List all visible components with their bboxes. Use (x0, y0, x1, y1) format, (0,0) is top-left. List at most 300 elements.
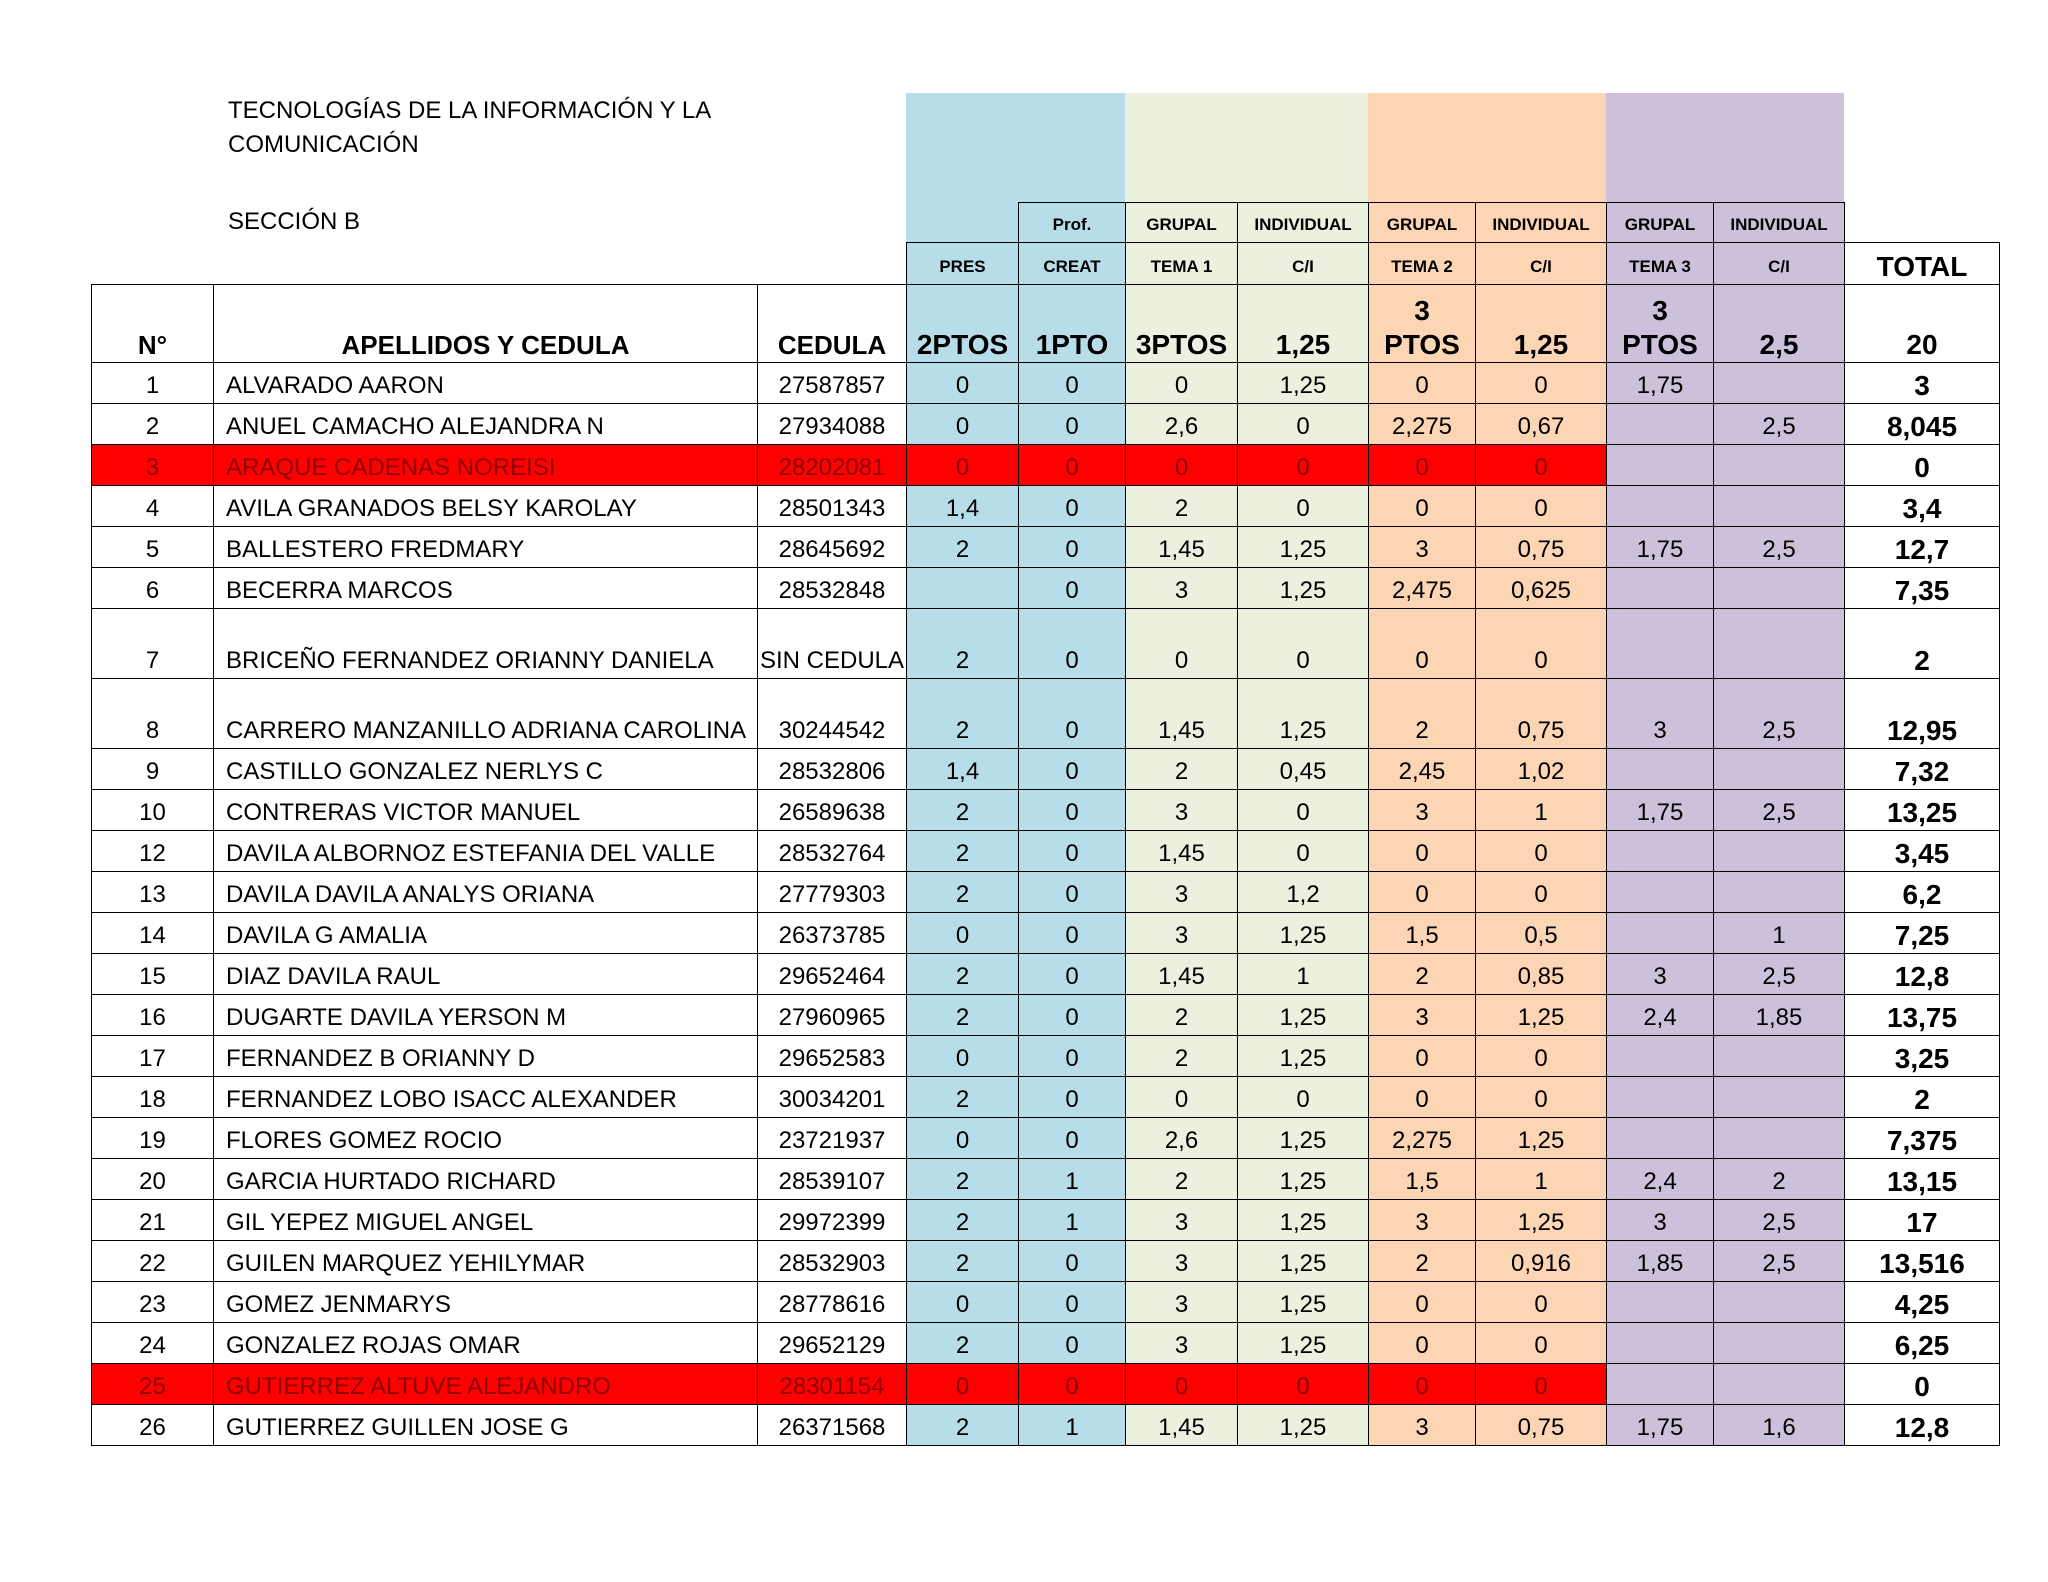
score-pres: 2 (907, 1200, 1019, 1241)
sheet-title: TECNOLOGÍAS DE LA INFORMACIÓN Y LA COMUNICACIÓN (228, 97, 710, 158)
score-ci3: 2,5 (1714, 790, 1845, 831)
table-row (92, 872, 2000, 913)
score-creat: 1 (1019, 1200, 1126, 1241)
header-total-points: 20 (1845, 285, 2000, 363)
score-tema2: 3 (1369, 527, 1476, 568)
score-ci3 (1714, 1036, 1845, 1077)
score-tema3: 3 (1607, 954, 1714, 995)
group-individual-1: INDIVIDUAL (1238, 203, 1369, 243)
sub-ci-1: C/I (1238, 243, 1369, 285)
score-ci2: 0 (1476, 872, 1607, 913)
score-pres: 2 (907, 1405, 1019, 1446)
score-ci2: 0 (1476, 1036, 1607, 1077)
score-pres: 0 (907, 445, 1019, 486)
score-tema1: 3 (1126, 790, 1238, 831)
score-tema3 (1607, 1118, 1714, 1159)
score-ci2: 0,625 (1476, 568, 1607, 609)
score-ci1: 1,25 (1238, 1405, 1369, 1446)
score-ci3: 1,6 (1714, 1405, 1845, 1446)
score-creat: 0 (1019, 486, 1126, 527)
group-grupal-1: GRUPAL (1126, 203, 1238, 243)
score-tema2: 0 (1369, 831, 1476, 872)
score-creat: 0 (1019, 913, 1126, 954)
score-ci3: 2,5 (1714, 1241, 1845, 1282)
score-ci1: 1,25 (1238, 1323, 1369, 1364)
row-number: 3 (92, 445, 214, 486)
score-tema3: 1,85 (1607, 1241, 1714, 1282)
score-creat: 0 (1019, 1118, 1126, 1159)
table-row (92, 1241, 2000, 1282)
score-tema2: 3 (1369, 790, 1476, 831)
score-pres (907, 568, 1019, 609)
score-creat: 1 (1019, 1159, 1126, 1200)
score-tema1: 3 (1126, 913, 1238, 954)
score-creat: 0 (1019, 954, 1126, 995)
score-tema1: 2,6 (1126, 1118, 1238, 1159)
score-pres: 2 (907, 1077, 1019, 1118)
sub-tema-3: TEMA 3 (1607, 243, 1714, 285)
score-tema3: 1,75 (1607, 1405, 1714, 1446)
score-ci3 (1714, 568, 1845, 609)
student-cedula: 26589638 (758, 790, 907, 831)
student-name: FLORES GOMEZ ROCIO (214, 1118, 758, 1159)
score-tema1: 1,45 (1126, 679, 1238, 749)
sub-pres: PRES (907, 243, 1019, 285)
header-ci3-points: 2,5 (1714, 285, 1845, 363)
score-ci3 (1714, 749, 1845, 790)
score-ci2: 0 (1476, 486, 1607, 527)
score-tema2: 2 (1369, 954, 1476, 995)
score-ci2: 0 (1476, 1077, 1607, 1118)
student-cedula: 28645692 (758, 527, 907, 568)
row-number: 24 (92, 1323, 214, 1364)
table-row (92, 609, 2000, 679)
row-number: 26 (92, 1405, 214, 1446)
table-row (92, 445, 2000, 486)
score-ci3 (1714, 1364, 1845, 1405)
score-ci1: 1 (1238, 954, 1369, 995)
score-pres: 2 (907, 1241, 1019, 1282)
score-creat: 0 (1019, 1077, 1126, 1118)
score-tema1: 1,45 (1126, 527, 1238, 568)
score-creat: 0 (1019, 995, 1126, 1036)
score-pres: 2 (907, 609, 1019, 679)
row-number: 4 (92, 486, 214, 527)
table-row (92, 995, 2000, 1036)
score-tema2: 3 (1369, 1405, 1476, 1446)
score-tema2: 0 (1369, 609, 1476, 679)
score-tema1: 3 (1126, 1282, 1238, 1323)
table-row (92, 749, 2000, 790)
row-number: 10 (92, 790, 214, 831)
score-tema3 (1607, 568, 1714, 609)
grades-table (91, 202, 2000, 1446)
student-cedula: 29652129 (758, 1323, 907, 1364)
score-tema1: 0 (1126, 609, 1238, 679)
row-total: 7,32 (1845, 749, 2000, 790)
student-name: GUTIERREZ ALTUVE ALEJANDRO (214, 1364, 758, 1405)
score-tema1: 3 (1126, 568, 1238, 609)
student-name: GARCIA HURTADO RICHARD (214, 1159, 758, 1200)
row-total: 6,2 (1845, 872, 2000, 913)
score-creat: 0 (1019, 831, 1126, 872)
score-tema1: 2 (1126, 995, 1238, 1036)
score-tema2: 0 (1369, 1282, 1476, 1323)
row-number: 2 (92, 404, 214, 445)
score-tema2: 0 (1369, 1323, 1476, 1364)
score-creat: 0 (1019, 790, 1126, 831)
score-tema2: 1,5 (1369, 913, 1476, 954)
score-ci2: 0 (1476, 445, 1607, 486)
header-creat-points: 1PTO (1019, 285, 1126, 363)
score-pres: 0 (907, 363, 1019, 404)
student-name: AVILA GRANADOS BELSY KAROLAY (214, 486, 758, 527)
row-total: 12,95 (1845, 679, 2000, 749)
section-label: SECCIÓN B (228, 208, 361, 235)
row-number: 15 (92, 954, 214, 995)
student-name: BALLESTERO FREDMARY (214, 527, 758, 568)
row-total: 2 (1845, 1077, 2000, 1118)
table-row (92, 568, 2000, 609)
row-number: 1 (92, 363, 214, 404)
score-ci1: 1,25 (1238, 913, 1369, 954)
score-tema3 (1607, 609, 1714, 679)
student-name: DAVILA ALBORNOZ ESTEFANIA DEL VALLE (214, 831, 758, 872)
row-total: 13,25 (1845, 790, 2000, 831)
score-pres: 2 (907, 831, 1019, 872)
score-creat: 0 (1019, 609, 1126, 679)
score-tema1: 2 (1126, 1159, 1238, 1200)
score-pres: 0 (907, 1364, 1019, 1405)
score-tema3: 1,75 (1607, 363, 1714, 404)
score-creat: 0 (1019, 679, 1126, 749)
table-row (92, 831, 2000, 872)
score-creat: 0 (1019, 568, 1126, 609)
score-tema3 (1607, 404, 1714, 445)
score-ci2: 1 (1476, 790, 1607, 831)
score-ci3: 1,85 (1714, 995, 1845, 1036)
student-name: BECERRA MARCOS (214, 568, 758, 609)
score-creat: 1 (1019, 1405, 1126, 1446)
score-tema3 (1607, 913, 1714, 954)
main-header-row (92, 285, 2000, 363)
student-name: ANUEL CAMACHO ALEJANDRA N (214, 404, 758, 445)
score-ci3 (1714, 486, 1845, 527)
score-tema1: 2 (1126, 486, 1238, 527)
row-number: 13 (92, 872, 214, 913)
table-row (92, 913, 2000, 954)
score-tema1: 0 (1126, 363, 1238, 404)
table-row (92, 1118, 2000, 1159)
score-ci1: 1,25 (1238, 995, 1369, 1036)
score-ci3 (1714, 363, 1845, 404)
row-number: 21 (92, 1200, 214, 1241)
header-name: APELLIDOS Y CEDULA (214, 285, 758, 363)
score-ci2: 0,5 (1476, 913, 1607, 954)
row-number: 19 (92, 1118, 214, 1159)
score-pres: 2 (907, 527, 1019, 568)
score-tema3 (1607, 486, 1714, 527)
student-cedula: 29652464 (758, 954, 907, 995)
score-tema3: 3 (1607, 679, 1714, 749)
score-tema3 (1607, 1323, 1714, 1364)
score-ci3: 2,5 (1714, 1200, 1845, 1241)
score-creat: 0 (1019, 1364, 1126, 1405)
table-row (92, 363, 2000, 404)
score-ci3: 2,5 (1714, 404, 1845, 445)
score-tema1: 1,45 (1126, 831, 1238, 872)
row-number: 8 (92, 679, 214, 749)
group-prof: Prof. (1019, 203, 1126, 243)
score-ci3 (1714, 1077, 1845, 1118)
score-tema3 (1607, 1036, 1714, 1077)
row-total: 3,25 (1845, 1036, 2000, 1077)
score-ci1: 1,25 (1238, 1036, 1369, 1077)
student-cedula: 28202081 (758, 445, 907, 486)
score-ci1: 0 (1238, 609, 1369, 679)
student-cedula: 30034201 (758, 1077, 907, 1118)
student-name: DAVILA G AMALIA (214, 913, 758, 954)
score-tema2: 0 (1369, 872, 1476, 913)
score-tema3 (1607, 872, 1714, 913)
row-number: 9 (92, 749, 214, 790)
table-row (92, 1282, 2000, 1323)
score-ci3 (1714, 445, 1845, 486)
student-name: CARRERO MANZANILLO ADRIANA CAROLINA (214, 679, 758, 749)
score-tema3: 2,4 (1607, 1159, 1714, 1200)
header-ci2-points: 1,25 (1476, 285, 1607, 363)
score-tema1: 3 (1126, 1200, 1238, 1241)
score-ci3: 2,5 (1714, 679, 1845, 749)
table-row (92, 404, 2000, 445)
score-tema2: 0 (1369, 1077, 1476, 1118)
student-cedula: 30244542 (758, 679, 907, 749)
score-ci3: 2,5 (1714, 527, 1845, 568)
header-cedula: CEDULA (758, 285, 907, 363)
score-pres: 1,4 (907, 486, 1019, 527)
score-ci2: 0,75 (1476, 1405, 1607, 1446)
row-number: 25 (92, 1364, 214, 1405)
student-cedula: 27960965 (758, 995, 907, 1036)
header-tema2-points: 3 PTOS (1369, 285, 1476, 363)
score-creat: 0 (1019, 1282, 1126, 1323)
score-ci1: 1,25 (1238, 679, 1369, 749)
student-name: CONTRERAS VICTOR MANUEL (214, 790, 758, 831)
score-ci2: 0 (1476, 831, 1607, 872)
student-cedula: 29972399 (758, 1200, 907, 1241)
student-cedula: 26373785 (758, 913, 907, 954)
score-tema3 (1607, 1364, 1714, 1405)
student-name: CASTILLO GONZALEZ NERLYS C (214, 749, 758, 790)
score-tema2: 1,5 (1369, 1159, 1476, 1200)
score-ci3 (1714, 609, 1845, 679)
score-ci2: 0,75 (1476, 527, 1607, 568)
header-tema1-points: 3PTOS (1126, 285, 1238, 363)
row-number: 23 (92, 1282, 214, 1323)
score-tema1: 2 (1126, 749, 1238, 790)
score-tema2: 2 (1369, 679, 1476, 749)
score-tema2: 2,275 (1369, 1118, 1476, 1159)
score-ci3: 2 (1714, 1159, 1845, 1200)
score-pres: 0 (907, 1036, 1019, 1077)
score-ci1: 1,25 (1238, 1118, 1369, 1159)
student-name: DUGARTE DAVILA YERSON M (214, 995, 758, 1036)
score-tema3: 3 (1607, 1200, 1714, 1241)
score-ci1: 0 (1238, 790, 1369, 831)
score-ci1: 0 (1238, 486, 1369, 527)
score-ci2: 1 (1476, 1159, 1607, 1200)
row-total: 0 (1845, 445, 2000, 486)
score-tema3: 2,4 (1607, 995, 1714, 1036)
table-row (92, 1077, 2000, 1118)
score-tema2: 3 (1369, 1200, 1476, 1241)
score-pres: 2 (907, 1159, 1019, 1200)
score-ci1: 1,25 (1238, 363, 1369, 404)
row-number: 7 (92, 609, 214, 679)
score-tema1: 1,45 (1126, 954, 1238, 995)
score-ci2: 0,75 (1476, 679, 1607, 749)
row-total: 12,7 (1845, 527, 2000, 568)
score-ci3: 1 (1714, 913, 1845, 954)
score-ci1: 1,25 (1238, 527, 1369, 568)
score-tema2: 0 (1369, 445, 1476, 486)
score-pres: 2 (907, 954, 1019, 995)
sub-tema-2: TEMA 2 (1369, 243, 1476, 285)
score-tema2: 2,45 (1369, 749, 1476, 790)
score-tema3 (1607, 445, 1714, 486)
score-creat: 0 (1019, 749, 1126, 790)
score-tema3 (1607, 1077, 1714, 1118)
score-pres: 0 (907, 1118, 1019, 1159)
group-grupal-3: GRUPAL (1607, 203, 1714, 243)
header-number: N° (92, 285, 214, 363)
score-ci2: 1,02 (1476, 749, 1607, 790)
row-total: 0 (1845, 1364, 2000, 1405)
row-total: 3,45 (1845, 831, 2000, 872)
score-ci1: 0 (1238, 1364, 1369, 1405)
score-tema3 (1607, 1282, 1714, 1323)
score-ci1: 1,2 (1238, 872, 1369, 913)
row-number: 16 (92, 995, 214, 1036)
row-total: 7,375 (1845, 1118, 2000, 1159)
student-name: BRICEÑO FERNANDEZ ORIANNY DANIELA (214, 609, 758, 679)
row-number: 14 (92, 913, 214, 954)
score-tema3: 1,75 (1607, 790, 1714, 831)
score-tema2: 0 (1369, 486, 1476, 527)
sub-ci-3: C/I (1714, 243, 1845, 285)
score-creat: 0 (1019, 363, 1126, 404)
score-ci3 (1714, 1118, 1845, 1159)
row-total: 2 (1845, 609, 2000, 679)
table-row (92, 1405, 2000, 1446)
score-ci2: 1,25 (1476, 1118, 1607, 1159)
score-creat: 0 (1019, 1323, 1126, 1364)
score-ci3 (1714, 872, 1845, 913)
score-ci2: 1,25 (1476, 995, 1607, 1036)
table-row (92, 527, 2000, 568)
score-ci2: 0,67 (1476, 404, 1607, 445)
score-creat: 0 (1019, 445, 1126, 486)
row-total: 7,25 (1845, 913, 2000, 954)
score-ci2: 0 (1476, 609, 1607, 679)
score-tema2: 3 (1369, 995, 1476, 1036)
row-total: 12,8 (1845, 954, 2000, 995)
score-tema2: 0 (1369, 363, 1476, 404)
score-ci3 (1714, 1282, 1845, 1323)
score-tema1: 1,45 (1126, 1405, 1238, 1446)
table-row (92, 1364, 2000, 1405)
row-total: 12,8 (1845, 1405, 2000, 1446)
header-pres-points: 2PTOS (907, 285, 1019, 363)
table-row (92, 1323, 2000, 1364)
student-cedula: SIN CEDULA (758, 609, 907, 679)
row-number: 12 (92, 831, 214, 872)
score-tema3 (1607, 749, 1714, 790)
student-cedula: 29652583 (758, 1036, 907, 1077)
group-grupal-2: GRUPAL (1369, 203, 1476, 243)
table-row (92, 1200, 2000, 1241)
student-name: DAVILA DAVILA ANALYS ORIANA (214, 872, 758, 913)
row-number: 22 (92, 1241, 214, 1282)
score-creat: 0 (1019, 872, 1126, 913)
score-ci2: 0 (1476, 1364, 1607, 1405)
score-pres: 2 (907, 679, 1019, 749)
score-pres: 0 (907, 913, 1019, 954)
score-ci1: 1,25 (1238, 1159, 1369, 1200)
score-tema1: 2,6 (1126, 404, 1238, 445)
sub-tema-1: TEMA 1 (1126, 243, 1238, 285)
score-tema2: 0 (1369, 1036, 1476, 1077)
score-ci1: 0 (1238, 404, 1369, 445)
score-tema2: 2 (1369, 1241, 1476, 1282)
score-creat: 0 (1019, 404, 1126, 445)
score-tema1: 2 (1126, 1036, 1238, 1077)
group-individual-3: INDIVIDUAL (1714, 203, 1845, 243)
student-name: FERNANDEZ B ORIANNY D (214, 1036, 758, 1077)
score-ci1: 1,25 (1238, 1282, 1369, 1323)
student-cedula: 28539107 (758, 1159, 907, 1200)
score-pres: 0 (907, 1282, 1019, 1323)
student-name: GIL YEPEZ MIGUEL ANGEL (214, 1200, 758, 1241)
student-name: GUILEN MARQUEZ YEHILYMAR (214, 1241, 758, 1282)
student-cedula: 28532903 (758, 1241, 907, 1282)
student-cedula: 23721937 (758, 1118, 907, 1159)
table-row (92, 1159, 2000, 1200)
score-tema1: 0 (1126, 1077, 1238, 1118)
score-creat: 0 (1019, 527, 1126, 568)
row-total: 4,25 (1845, 1282, 2000, 1323)
score-pres: 2 (907, 1323, 1019, 1364)
score-ci1: 0,45 (1238, 749, 1369, 790)
row-total: 13,75 (1845, 995, 2000, 1036)
score-tema3 (1607, 831, 1714, 872)
score-ci3: 2,5 (1714, 954, 1845, 995)
total-label: TOTAL (1845, 243, 2000, 285)
score-ci2: 0 (1476, 1323, 1607, 1364)
sub-creat: CREAT (1019, 243, 1126, 285)
score-pres: 2 (907, 790, 1019, 831)
score-ci1: 0 (1238, 445, 1369, 486)
student-cedula: 26371568 (758, 1405, 907, 1446)
score-ci2: 0,85 (1476, 954, 1607, 995)
row-total: 13,516 (1845, 1241, 2000, 1282)
student-name: DIAZ DAVILA RAUL (214, 954, 758, 995)
student-name: ALVARADO AARON (214, 363, 758, 404)
score-tema1: 0 (1126, 1364, 1238, 1405)
header-ci1-points: 1,25 (1238, 285, 1369, 363)
score-pres: 1,4 (907, 749, 1019, 790)
score-ci2: 1,25 (1476, 1200, 1607, 1241)
